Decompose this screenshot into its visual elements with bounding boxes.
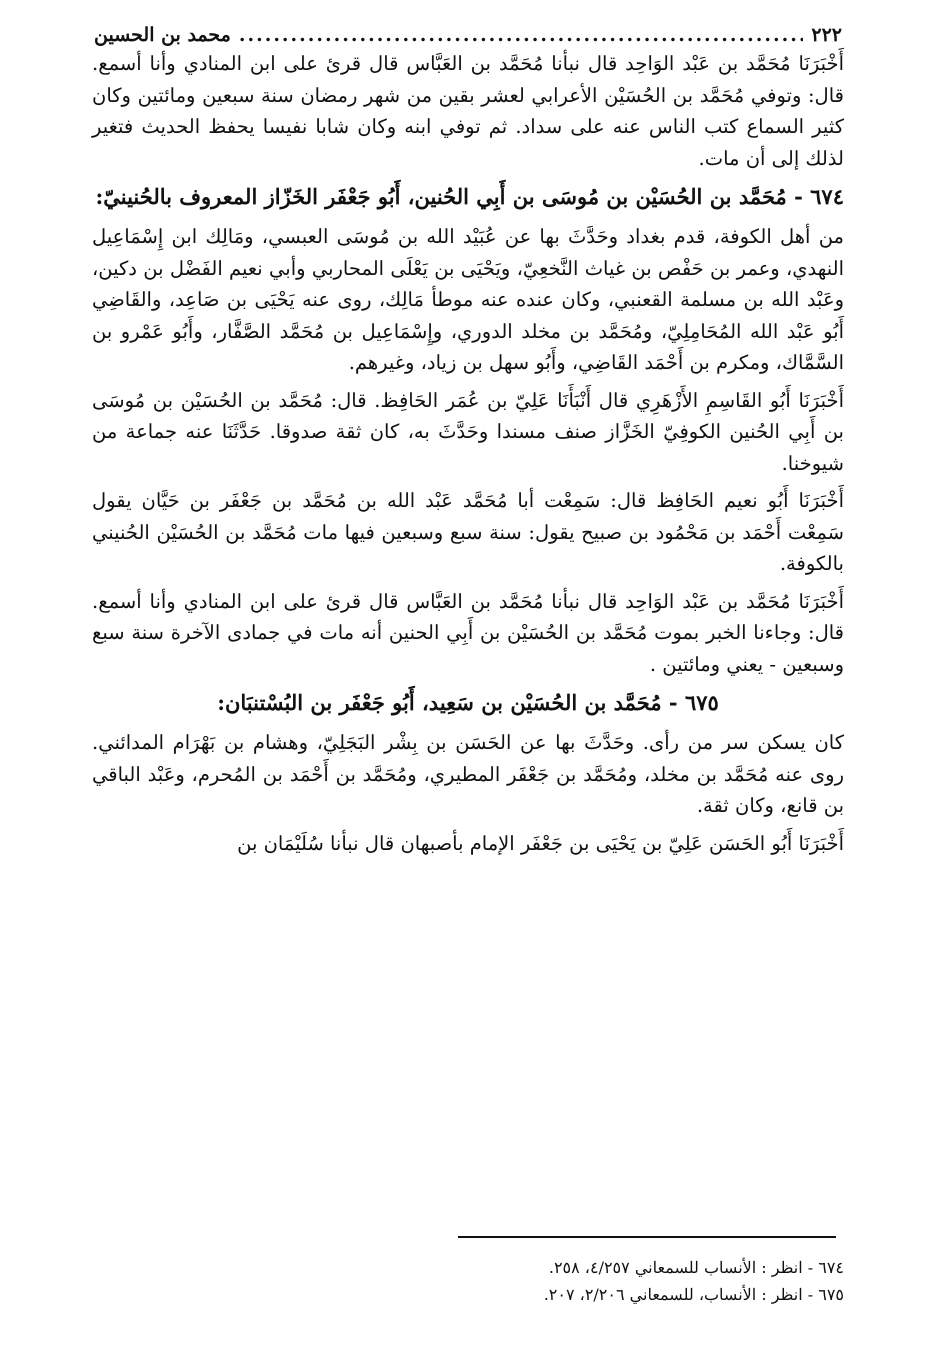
running-header: [92, 22, 844, 48]
paragraph-4: أَخْبَرَنَا أَبُو نعيم الحَافِظ قال: سَمِعْت أبا مُحَمَّد عَبْد الله بن مُحَمَّد بن جَعْفَر بن حَيَّان يقول سَمِعْت أَحْمَد بن مَحْمُود بن صبيح يقول: سنة سبع وسبعين فيها مات مُحَمَّد بن الحُسَيْن الحُنيني بالكوفة.: [92, 489, 844, 575]
running-title: محمد بن الحسين: [94, 24, 231, 46]
footnote-674: ٦٧٤ - انظر : الأنساب للسمعاني ٤/٢٥٧، ٢٥٨.: [548, 1258, 844, 1277]
paragraph-5: أَخْبَرَنَا مُحَمَّد بن عَبْد الوَاحِد قال نبأنا مُحَمَّد بن العَبَّاس قال قرئ على ابن المنادي وأنا أسمع. قال: وجاءنا الخبر بموت مُحَمَّد بن الحُسَيْن بن أَبِي الحنين أنه مات في جمادى الآخرة سنة سبع وسبعين - يعني ومائتين .: [92, 589, 844, 676]
entry-674-title: ٦٧٤ - مُحَمَّد بن الحُسَيْن بن مُوسَى بن أَبِي الحُنين، أَبُو جَعْفَر الخَزّاز المعروف بالحُنينيّ:: [95, 184, 844, 209]
paragraph-6: كان يسكن سر من رأى. وحَدَّثَ بها عن الحَسَن بن بِشْر البَجَلِيّ، وهشام بن بَهْرَام المدائني. روى عنه مُحَمَّد بن مخلد، ومُحَمَّد بن جَعْفَر المطيري، ومُحَمَّد بن أَحْمَد بن المُحرم، وعَبْد الباقي بن قانع، وكان ثقة.: [92, 731, 844, 817]
footnote-divider: [458, 1236, 836, 1238]
page-number: ٢٢٢: [811, 24, 842, 46]
header-dot-leader: [239, 22, 804, 48]
footnote-675: ٦٧٥ - انظر : الأنساب، للسمعاني ٢/٢٠٦، ٢٠٧.: [543, 1285, 844, 1304]
paragraph-2: من أهل الكوفة، قدم بغداد وحَدَّثَ بها عن عُبَيْد الله بن مُوسَى العبسي، ومَالِك ابن إِسْمَاعِيل النهدي، وعمر بن حَفْص بن غياث النَّخعِيّ، ويَحْيَى بن يَعْلَى المحاربي وأبي نعيم الفَضْل بن دكين، وعَبْد الله بن مسلمة القعنبي، وكان عنده عنه موطأ مَالِك، روى عنه يَحْيَى بن صَاعِد، والقَاضِي أَبُو عَبْد الله المُحَامِلِيّ، ومُحَمَّد بن مخلد الدوري، وإِسْمَاعِيل بن مُحَمَّد الصَّفَّار، وأَبُو عَمْرو بن السَّمَّاك، ومكرم بن أَحْمَد القَاضِي، وأَبُو سهل بن زياد، وغيرهم.: [92, 225, 844, 374]
entry-675-title: ٦٧٥ - مُحَمَّد بن الحُسَيْن بن سَعِيد، أَبُو جَعْفَر بن البُسْتنبَان:: [217, 690, 719, 715]
footnotes: [400, 1254, 844, 1308]
page-body: [92, 22, 844, 865]
paragraph-7: أَخْبَرَنَا أَبُو الحَسَن عَلِيّ بن يَحْيَى بن جَعْفَر الإمام بأصبهان قال نبأنا سُلَيْمَان بن: [237, 831, 844, 855]
paragraph-1: أَخْبَرَنَا مُحَمَّد بن عَبْد الوَاحِد قال نبأنا مُحَمَّد بن العَبَّاس قال قرئ على ابن المنادي وأنا أسمع. قال: وتوفي مُحَمَّد بن الحُسَيْن الأعرابي لعشر بقين من شهر رمضان سنة سبعين ومائتين وكان كثير السماع كتب الناس عنه على سداد. ثم توفي ابنه وكان شابا نفيسا يحفظ الحديث فتغير لذلك إلى أن مات.: [92, 52, 844, 170]
paragraph-3: أَخْبَرَنَا أَبُو القَاسِمِ الأَزْهَرِي قال أَنْبَأَنَا عَلِيّ بن عُمَر الحَافِظ. قال: مُحَمَّد بن الحُسَيْن بن مُوسَى بن أَبِي الحُنين الكوفِيّ الخَزَّاز صنف مسندا وحَدَّثَ به، كان ثقة صدوقا. حَدَّثَنَا عنه جماعة من شيوخنا.: [92, 388, 844, 475]
